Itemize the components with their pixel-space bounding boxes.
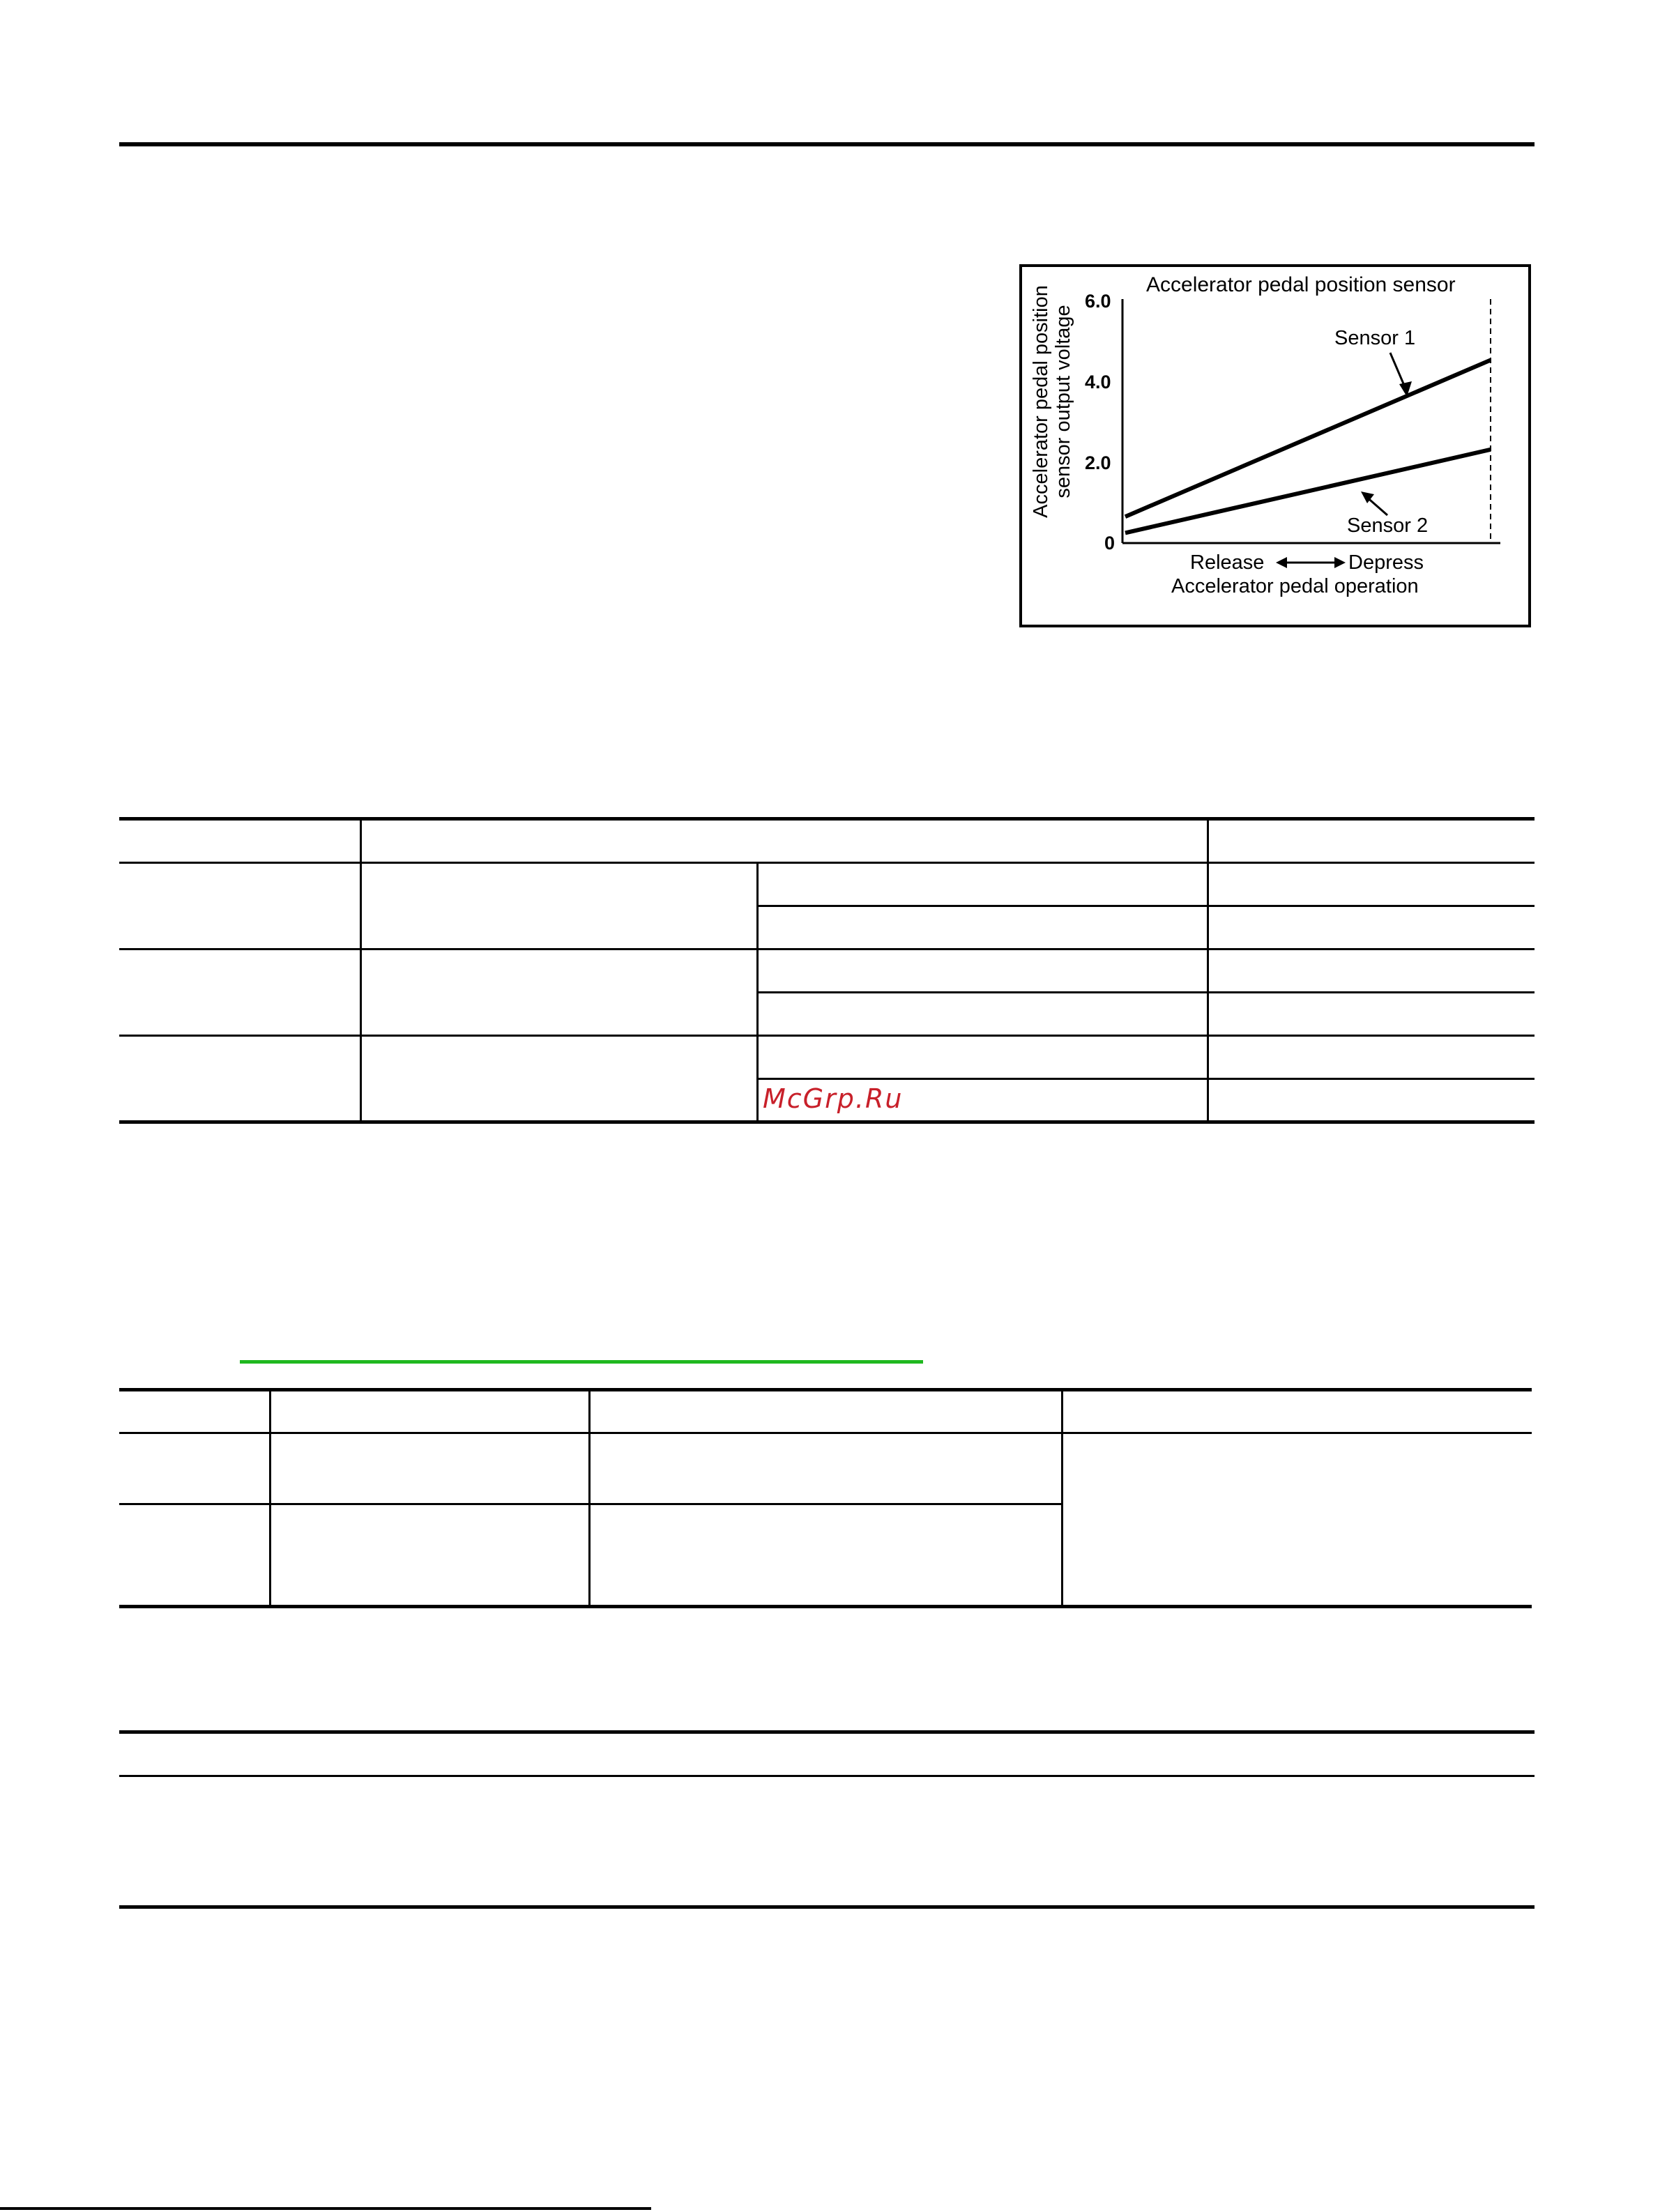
table-1-row-rule — [756, 905, 1535, 907]
watermark: McGrp.Ru — [763, 1083, 904, 1114]
table-3-bottom-rule — [119, 1905, 1535, 1909]
depress-arrowhead — [1334, 557, 1346, 568]
table-1-header-rule — [119, 862, 1535, 864]
y-tick-0: 0 — [1104, 533, 1115, 554]
table-2-top-rule — [119, 1388, 1532, 1391]
x-axis-label: Accelerator pedal operation — [1171, 575, 1419, 597]
header-rule — [119, 142, 1535, 146]
chart-title: Accelerator pedal position sensor — [1146, 273, 1456, 296]
table-1-col-rule — [360, 817, 362, 1124]
y-axis-label-line2: sensor output voltage — [1052, 305, 1074, 498]
x-release-label: Release — [1190, 551, 1265, 574]
y-tick-2: 2.0 — [1085, 452, 1111, 473]
table-2-col-rule — [1061, 1388, 1063, 1608]
table-2-col-rule — [588, 1388, 591, 1608]
table-3-header-rule — [119, 1775, 1535, 1777]
table-1-row-rule — [756, 1078, 1535, 1080]
table-1-bottom-rule — [119, 1120, 1535, 1124]
sensor-output-chart — [1019, 264, 1531, 627]
x-depress-label: Depress — [1348, 551, 1424, 574]
table-2-header-rule — [119, 1432, 1532, 1434]
sensor-2-label: Sensor 2 — [1347, 514, 1429, 537]
table-2-row-rule — [119, 1503, 1063, 1505]
release-arrowhead — [1276, 557, 1287, 568]
table-1-top-rule — [119, 817, 1535, 821]
table-2-col-rule — [269, 1388, 271, 1608]
table-1-col-rule — [1207, 817, 1209, 1124]
table-1-row-rule — [119, 948, 1535, 950]
y-axis-label-line1: Accelerator pedal position — [1030, 285, 1052, 518]
table-1-row-rule — [119, 1035, 1535, 1037]
table-3-top-rule — [119, 1730, 1535, 1734]
y-tick-4: 4.0 — [1085, 372, 1111, 392]
table-1-col-rule — [756, 862, 759, 1124]
table-1-row-rule — [756, 991, 1535, 993]
sensor-1-label: Sensor 1 — [1334, 327, 1416, 349]
reference-link-underline[interactable] — [240, 1360, 923, 1364]
y-tick-6: 6.0 — [1085, 291, 1111, 312]
footer-rule — [0, 2207, 651, 2210]
table-2-bottom-rule — [119, 1605, 1532, 1608]
